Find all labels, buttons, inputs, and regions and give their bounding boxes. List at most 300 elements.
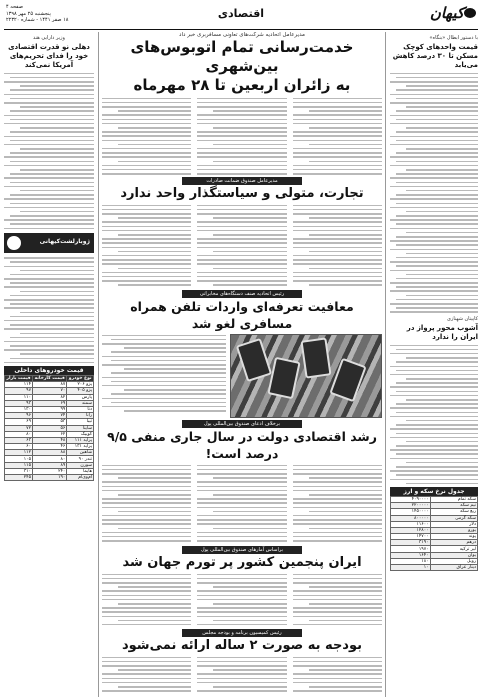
text-line <box>197 465 286 467</box>
text-line <box>20 190 94 192</box>
text-line <box>396 403 478 405</box>
text-line <box>102 123 191 125</box>
table-cell: پژو ۲۰۶ <box>67 382 94 388</box>
text-line <box>111 351 226 353</box>
text-line <box>197 140 286 142</box>
column-divider <box>98 32 99 697</box>
text-line <box>10 274 94 276</box>
table-cell: ۸۰۰۰۰۰ <box>391 515 431 521</box>
text-line <box>118 586 191 588</box>
table-cell: تیبا <box>67 419 94 425</box>
text-line <box>102 255 191 257</box>
text-line <box>197 242 286 244</box>
table-cell: پراید ۱۳۱ <box>67 444 94 450</box>
inflation-kicker: براساس آمارهای صندوق بین‌المللی پول <box>182 546 302 554</box>
text-line <box>124 368 226 370</box>
top-story-headline-2: به زائران اربعین تا ۲۸ مهرماه <box>133 76 351 94</box>
text-line <box>396 382 478 384</box>
text-line <box>10 282 94 284</box>
text-line <box>390 240 478 242</box>
text-line <box>390 73 478 75</box>
article-headline: قیمت واحدهای کوچک مسکن تا ۳۰ درصد کاهش می‌یابد <box>392 43 478 69</box>
table-cell: ۱۲۸۰۰ <box>391 527 431 533</box>
text-line <box>396 349 478 351</box>
page-number: صفحه ۴ <box>6 4 23 10</box>
table-cell: ۶۳ <box>5 437 33 443</box>
text-line <box>197 135 286 137</box>
text-line <box>390 386 478 388</box>
text-line <box>197 259 286 261</box>
text-line <box>102 673 191 675</box>
text-line <box>197 502 286 504</box>
text-line <box>10 345 94 347</box>
text-line <box>197 616 286 618</box>
text-line <box>309 144 382 146</box>
text-line <box>213 511 286 513</box>
text-line <box>118 161 191 163</box>
text-line <box>102 498 191 500</box>
text-line <box>102 114 191 116</box>
text-column <box>197 654 286 694</box>
text-line <box>197 582 286 584</box>
text-line <box>396 466 478 468</box>
text-line <box>293 690 382 692</box>
text-line <box>102 213 191 215</box>
text-line <box>396 152 478 154</box>
table-cell: ربع سکه <box>430 509 477 515</box>
text-line <box>102 515 191 517</box>
table-cell: پژو ۴۰۵ <box>67 388 94 394</box>
text-line <box>293 532 382 534</box>
mobile-kicker: رئیس اتحادیه صنف دستگاه‌های مخابراتی <box>182 290 302 298</box>
table-cell: ۱۹۷۰ <box>391 546 431 552</box>
table-cell: ۱۱۴ <box>5 382 33 388</box>
text-column <box>102 462 191 546</box>
issue-line: ۱۸ صفر ۱۴۴۱ - شماره ۲۲۳۲۰ <box>6 17 69 23</box>
table-cell: ام‌وی‌ام <box>67 475 94 481</box>
text-line <box>293 469 382 471</box>
text-column <box>197 462 286 546</box>
text-line <box>396 391 478 393</box>
text-line <box>293 540 382 542</box>
text-line <box>20 106 94 108</box>
table-cell: ۶۲ <box>33 431 67 437</box>
text-line <box>118 234 191 236</box>
text-line <box>197 221 286 223</box>
text-line <box>390 219 478 221</box>
text-line <box>102 119 191 121</box>
text-line <box>102 481 191 483</box>
text-line <box>102 519 191 521</box>
text-line <box>390 428 478 430</box>
table-cell: ۱۱۰ <box>5 394 33 400</box>
table-cell: نیم سکه <box>430 503 477 509</box>
text-line <box>293 242 382 244</box>
text-line <box>390 437 478 439</box>
text-line <box>4 165 94 167</box>
text-line <box>10 140 94 142</box>
text-line <box>213 127 286 129</box>
text-line <box>390 303 478 305</box>
left-column <box>4 32 94 696</box>
text-line <box>406 378 478 380</box>
text-line <box>102 661 191 663</box>
text-line <box>197 114 286 116</box>
text-line <box>102 364 226 366</box>
table-cell: ۶۹ <box>33 400 67 406</box>
text-line <box>102 616 191 618</box>
text-line <box>213 284 286 286</box>
text-line <box>10 316 94 318</box>
text-line <box>197 156 286 158</box>
text-line <box>197 205 286 207</box>
text-line <box>309 110 382 112</box>
text-line <box>118 144 191 146</box>
text-line <box>197 673 286 675</box>
date-line: پنجشنبه ۲۵ مهر ۱۳۹۸ <box>6 10 51 17</box>
text-line <box>4 177 94 179</box>
text-line <box>293 247 382 249</box>
text-line <box>4 156 94 158</box>
text-line <box>197 515 286 517</box>
text-line <box>102 156 191 158</box>
text-line <box>102 540 191 542</box>
text-line <box>293 276 382 278</box>
text-line <box>309 511 382 513</box>
text-line <box>197 469 286 471</box>
text-line <box>20 127 94 129</box>
text-line <box>406 127 478 129</box>
text-line <box>197 590 286 592</box>
table-cell: هایما <box>67 468 94 474</box>
table-cell: ۹۳ <box>5 400 33 406</box>
text-line <box>293 616 382 618</box>
top-story-kicker: مدیرعامل اتحادیه شرکت‌های تعاونی مسافربری خبر داد <box>179 32 305 38</box>
text-line <box>4 123 94 125</box>
text-line <box>309 217 382 219</box>
text-line <box>102 169 191 171</box>
issue-meta <box>6 4 96 24</box>
text-line <box>197 611 286 613</box>
text-line <box>396 236 478 238</box>
text-line <box>406 169 478 171</box>
text-line <box>4 299 94 301</box>
table-cell: ۹۹ <box>33 406 67 412</box>
table-cell: ۱۱۶۰۰ <box>391 521 431 527</box>
text-line <box>197 173 286 175</box>
text-line <box>102 578 191 580</box>
text-line <box>396 361 478 363</box>
text-line <box>293 98 382 100</box>
text-line <box>293 123 382 125</box>
text-line <box>213 251 286 253</box>
tejarat-kicker: مدیرعامل صندوق ضمانت صادرات <box>182 177 302 185</box>
article-body <box>390 73 478 313</box>
center-columns <box>102 32 382 696</box>
table-cell: ۲۴۵ <box>5 475 33 481</box>
text-line <box>390 228 478 230</box>
text-line <box>309 686 382 688</box>
text-line <box>396 194 478 196</box>
table-cell: یورو <box>430 527 477 533</box>
text-line <box>293 515 382 517</box>
table-cell: ۴۰۹۰۰۰۰ <box>391 496 431 502</box>
text-line <box>406 399 478 401</box>
text-line <box>124 389 226 391</box>
text-line <box>102 599 191 601</box>
table-cell: سکه گرمی <box>430 515 477 521</box>
text-line <box>396 89 478 91</box>
table-cell: ۵۳ <box>33 419 67 425</box>
text-line <box>4 94 94 96</box>
text-line <box>390 470 478 472</box>
table-cell: ۴۸ <box>33 437 67 443</box>
text-line <box>309 477 382 479</box>
text-line <box>213 268 286 270</box>
table-cell: رانا <box>67 413 94 419</box>
text-line <box>10 194 94 196</box>
text-line <box>390 395 478 397</box>
text-line <box>396 424 478 426</box>
currency-table-title: جدول نرخ سکه و ارز <box>390 487 478 496</box>
text-line <box>102 469 191 471</box>
text-line <box>396 299 478 301</box>
text-line <box>102 343 226 345</box>
text-line <box>118 511 191 513</box>
text-line <box>293 119 382 121</box>
text-line <box>396 445 478 447</box>
text-line <box>10 131 94 133</box>
text-line <box>293 682 382 684</box>
text-line <box>396 161 478 163</box>
text-line <box>118 477 191 479</box>
text-line <box>102 102 191 104</box>
text-line <box>102 507 191 509</box>
text-line <box>390 102 478 104</box>
text-line <box>213 110 286 112</box>
text-line <box>197 599 286 601</box>
table-cell: ۱۱۲ <box>5 450 33 456</box>
text-line <box>390 282 478 284</box>
table-cell: ۳۱۹۰ <box>391 540 431 546</box>
text-line <box>102 263 191 265</box>
text-line <box>102 398 226 400</box>
text-line <box>406 253 478 255</box>
text-line <box>111 360 226 362</box>
article-body <box>390 345 478 485</box>
text-line <box>309 268 382 270</box>
text-line <box>390 136 478 138</box>
text-line <box>102 385 226 387</box>
text-line <box>293 156 382 158</box>
table-cell: ۵۶ <box>33 425 67 431</box>
text-line <box>197 574 286 576</box>
text-line <box>293 280 382 282</box>
text-line <box>20 333 94 335</box>
text-line <box>102 205 191 207</box>
text-line <box>213 234 286 236</box>
article-kicker: کاپیتان شهنازی <box>447 315 478 322</box>
text-line <box>293 465 382 467</box>
mobile-phones-photo <box>230 334 382 418</box>
table-cell: ۷۲ <box>5 425 33 431</box>
text-line <box>390 249 478 251</box>
text-line <box>396 131 478 133</box>
text-line <box>406 295 478 297</box>
sponsor-label: ژوبارلشت‌کیهانی <box>39 238 90 246</box>
table-cell: پوند <box>430 534 477 540</box>
text-line <box>293 135 382 137</box>
budget-body <box>102 654 382 694</box>
text-line <box>10 261 94 263</box>
text-line <box>20 148 94 150</box>
text-line <box>4 73 94 75</box>
currency-table <box>390 496 478 571</box>
text-line <box>390 81 478 83</box>
text-column <box>102 95 191 177</box>
text-line <box>197 213 286 215</box>
text-line <box>293 590 382 592</box>
text-line <box>390 270 478 272</box>
text-line <box>102 624 191 626</box>
text-line <box>118 603 191 605</box>
text-column <box>197 95 286 177</box>
text-line <box>197 209 286 211</box>
text-column <box>293 571 382 629</box>
car-price-table <box>4 375 94 481</box>
growth-body <box>102 462 382 546</box>
text-line <box>102 209 191 211</box>
text-line <box>390 261 478 263</box>
text-line <box>293 519 382 521</box>
text-line <box>4 278 94 280</box>
text-line <box>102 523 191 525</box>
table-cell: ۸۰ <box>33 456 67 462</box>
text-line <box>197 276 286 278</box>
tejarat-body <box>102 202 382 290</box>
text-line <box>102 607 191 609</box>
text-line <box>197 238 286 240</box>
text-line <box>293 473 382 475</box>
text-line <box>309 127 382 129</box>
text-line <box>102 173 191 175</box>
growth-headline: رشد اقتصادی دولت در سال جاری منفی ۹/۵ درصد است! <box>107 429 377 461</box>
table-header-cell: قیمت بازار <box>6 376 31 382</box>
text-line <box>4 115 94 117</box>
text-line <box>197 657 286 659</box>
text-line <box>4 102 94 104</box>
text-line <box>390 156 478 158</box>
text-line <box>293 209 382 211</box>
mobile-headline: معافیت تعرفه‌ای واردات تلفن همراه مسافری لغو شد <box>130 299 354 331</box>
text-line <box>293 205 382 207</box>
text-line <box>396 173 478 175</box>
text-line <box>10 215 94 217</box>
text-line <box>293 582 382 584</box>
text-line <box>293 661 382 663</box>
text-line <box>390 94 478 96</box>
text-line <box>102 356 226 358</box>
text-line <box>309 603 382 605</box>
text-line <box>293 486 382 488</box>
text-line <box>197 102 286 104</box>
text-line <box>4 144 94 146</box>
text-line <box>102 377 226 379</box>
text-line <box>197 595 286 597</box>
text-line <box>396 223 478 225</box>
text-line <box>396 412 478 414</box>
table-cell: پارس <box>67 394 94 400</box>
text-line <box>309 620 382 622</box>
text-line <box>102 242 191 244</box>
text-line <box>4 257 94 259</box>
text-line <box>396 110 478 112</box>
text-line <box>406 85 478 87</box>
text-column <box>293 202 382 290</box>
text-line <box>102 473 191 475</box>
text-line <box>390 407 478 409</box>
table-cell: ۶۹ <box>5 419 33 425</box>
text-line <box>102 140 191 142</box>
text-line <box>197 540 286 542</box>
text-line <box>406 148 478 150</box>
text-line <box>396 433 478 435</box>
text-line <box>293 230 382 232</box>
text-line <box>213 217 286 219</box>
text-line <box>396 278 478 280</box>
text-line <box>102 682 191 684</box>
text-line <box>102 490 191 492</box>
text-line <box>309 251 382 253</box>
table-cell: سمند <box>67 400 94 406</box>
text-line <box>20 169 94 171</box>
text-line <box>197 507 286 509</box>
text-line <box>102 98 191 100</box>
table-cell: سکه تمام <box>430 496 477 502</box>
text-line <box>309 669 382 671</box>
text-line <box>111 402 226 404</box>
table-cell: ۸۷ <box>33 382 67 388</box>
text-line <box>10 119 94 121</box>
article-headline: دهلی نو قدرت اقتصادی خود را فدای تحریم‌های آمریکا نمی‌کند <box>8 43 90 69</box>
section-title: اقتصادی <box>217 7 265 20</box>
text-line <box>4 362 94 364</box>
text-line <box>10 161 94 163</box>
text-line <box>293 481 382 483</box>
text-line <box>111 381 226 383</box>
text-line <box>213 494 286 496</box>
text-line <box>390 198 478 200</box>
table-cell: ۴۶ <box>33 444 67 450</box>
text-line <box>390 353 478 355</box>
text-line <box>20 85 94 87</box>
text-line <box>124 410 226 412</box>
text-line <box>118 284 191 286</box>
text-line <box>102 690 191 692</box>
text-line <box>102 486 191 488</box>
text-line <box>197 523 286 525</box>
tejarat-headline: تجارت، متولی و سیاستگذار واحد ندارد <box>120 186 364 201</box>
text-line <box>197 624 286 626</box>
text-line <box>197 578 286 580</box>
text-line <box>10 152 94 154</box>
text-line <box>213 620 286 622</box>
text-line <box>10 223 94 225</box>
text-line <box>102 152 191 154</box>
text-line <box>111 339 226 341</box>
text-line <box>293 173 382 175</box>
table-cell: ۱۴۵۰۰۰۰ <box>391 509 431 515</box>
